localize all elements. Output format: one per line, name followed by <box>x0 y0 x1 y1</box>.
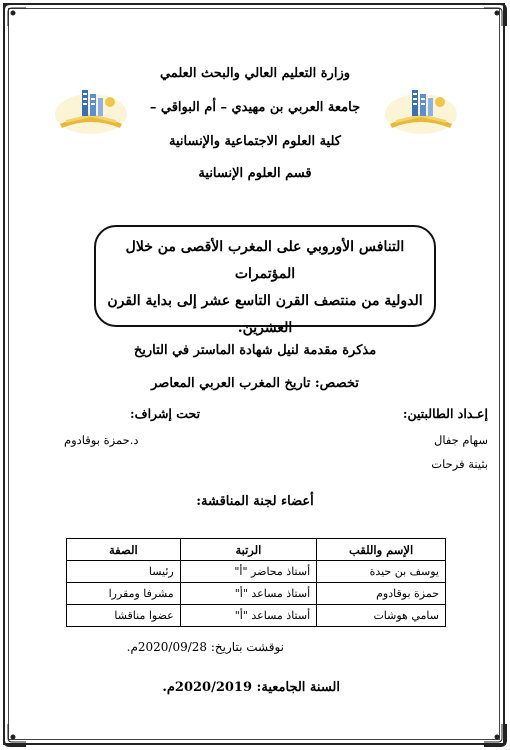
table-cell: سامي هوشات <box>317 605 446 627</box>
corner-ornament-icon <box>2 2 28 28</box>
corner-ornament-icon <box>482 2 508 28</box>
table-row <box>67 605 446 627</box>
column-header: الإسم واللقب <box>317 539 446 561</box>
thesis-title-line: الدولية من منتصف القرن التاسع عشر إلى بداية القرن <box>107 293 423 309</box>
faculty-name: كلية العلوم الاجتماعية والإنسانية <box>169 134 341 149</box>
university-name: جامعة العربي بن مهيدي – أم البواقي – <box>149 100 361 115</box>
table-cell: أستاذ محاضر "أ" <box>180 561 316 583</box>
thesis-title-box <box>94 225 436 336</box>
column-header: الرتبة <box>180 539 316 561</box>
table-cell: مشرفا ومقررا <box>67 583 181 605</box>
defense-date: نوقشت بتاريخ: 2020/09/28م. <box>126 640 284 654</box>
table-cell: أستاذ مساعد "أ" <box>180 605 316 627</box>
degree-statement: مذكرة مقدمة لنيل شهادة الماستر في التاريخ <box>133 343 377 358</box>
thesis-title-line: التنافس الأوروبي على المغرب الأقصى من خلال المؤتمرات <box>125 239 405 282</box>
ministry-name: وزارة التعليم العالي والبحث العلمي <box>159 66 351 81</box>
specialty: تخصص: تاريخ المغرب العربي المعاصر <box>151 376 359 391</box>
corner-ornament-icon <box>482 722 508 748</box>
student-name: سهام جفال <box>433 433 488 447</box>
jury-table <box>66 538 446 627</box>
department-name: قسم العلوم الإنسانية <box>198 166 312 181</box>
table-cell: عضوا مناقشا <box>67 605 181 627</box>
students-label: إعـداد الطالبتين: <box>402 406 488 421</box>
supervisor-label: تحت إشراف: <box>130 406 201 421</box>
supervisor-name: د.حمزة بوقادوم <box>64 433 139 447</box>
table-cell: رئيسا <box>67 561 181 583</box>
table-cell: أستاذ مساعد "أ" <box>180 583 316 605</box>
table-header-row <box>67 539 446 561</box>
thesis-title-line: العشرين. <box>237 320 293 336</box>
academic-year: السنة الجامعية: 2020/2019م. <box>162 680 340 695</box>
jury-label: أعضاء لجنة المناقشة: <box>196 494 314 509</box>
corner-ornament-icon <box>2 722 28 748</box>
table-cell: يوسف بن حيدة <box>317 561 446 583</box>
column-header: الصفة <box>67 539 181 561</box>
table-row <box>67 583 446 605</box>
student-name: بثينة فرحات <box>431 457 488 471</box>
table-row <box>67 561 446 583</box>
table-cell: حمزة بوقادوم <box>317 583 446 605</box>
